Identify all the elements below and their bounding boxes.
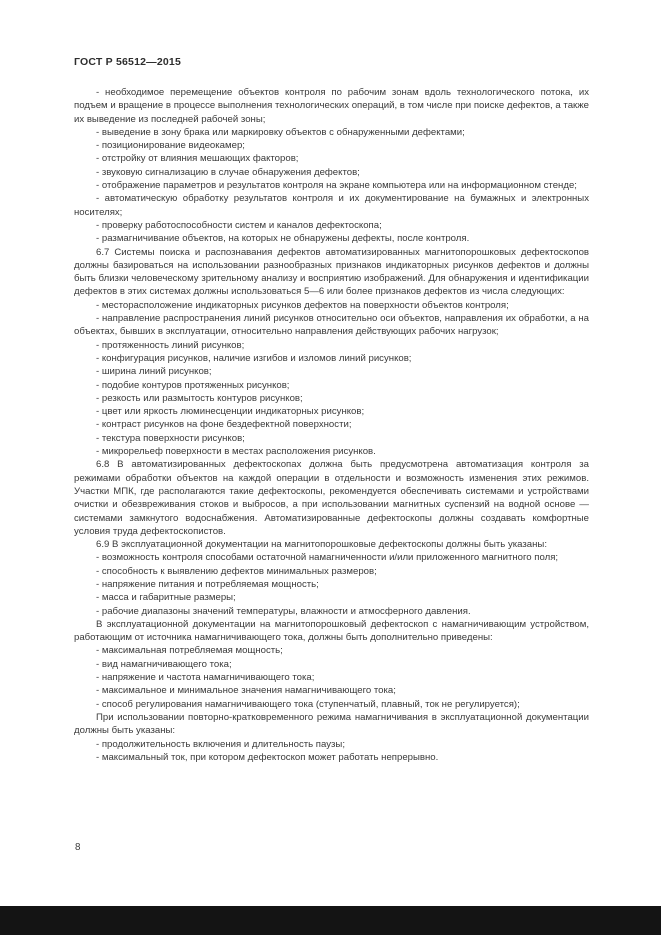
paragraph: - способ регулирования намагничивающего тока (ступенчатый, плавный, ток не регулируется); [96, 698, 520, 710]
paragraph: - необходимое перемещение объектов контроля по рабочим зонам вдоль технологического потока, их подъем и вращение в процессе выполнения технологических операций, в том числе при поиске дефектов, а также их выведение из последней рабочей зоны; [74, 87, 589, 125]
paragraph: - способность к выявлению дефектов минимальных размеров; [96, 565, 377, 577]
paragraph: - конфигурация рисунков, наличие изгибов и изломов линий рисунков; [96, 352, 412, 364]
paragraph: - звуковую сигнализацию в случае обнаружения дефектов; [96, 166, 360, 178]
paragraph: - выведение в зону брака или маркировку объектов с обнаруженными дефектами; [96, 126, 465, 138]
page-number: 8 [75, 842, 81, 853]
paragraph: - цвет или яркость люминесценции индикаторных рисунков; [96, 406, 365, 418]
paragraph: - рабочие диапазоны значений температуры, влажности и атмосферного давления. [96, 605, 471, 617]
document-body-text [74, 86, 589, 764]
paragraph: - резкость или размытость контуров рисунков; [96, 392, 303, 404]
paragraph: - напряжение питания и потребляемая мощность; [96, 578, 319, 590]
paragraph: - контраст рисунков на фоне бездефектной поверхности; [96, 419, 352, 431]
paragraph: - текстура поверхности рисунков; [96, 432, 245, 444]
paragraph: - продолжительность включения и длительность паузы; [96, 738, 345, 750]
paragraph: - вид намагничивающего тока; [96, 658, 232, 670]
paragraph: - отстройку от влияния мешающих факторов; [96, 153, 299, 165]
paragraph: - масса и габаритные размеры; [96, 592, 236, 604]
paragraph: - подобие контуров протяженных рисунков; [96, 379, 290, 391]
paragraph: - максимальное и минимальное значения намагничивающего тока; [96, 685, 396, 697]
paragraph: - месторасположение индикаторных рисунков дефектов на поверхности объектов контроля; [96, 299, 509, 311]
paragraph: - отображение параметров и результатов контроля на экране компьютера или на информационном стенде; [96, 180, 577, 192]
paragraph: 6.8 В автоматизированных дефектоскопах должна быть предусмотрена автоматизация контроля за режимами обработки объектов на каждой операции в отдельности и возможность изменения этих режимов. Участки МПК, где располагаются такие дефектоскопы, рекомендуется обеспечивать системами и устройствами очистки и обезвреживания стоков и выбросов, а при использовании магнитных суспензий на водной основе — системами замкнутого водоснабжения. Автоматизированные дефектоскопы должны создавать комфортные условия труда дефектоскопистов. [74, 459, 589, 537]
paragraph: - микрорельеф поверхности в местах расположения рисунков. [96, 446, 376, 458]
paragraph: В эксплуатационной документации на магнитопорошковый дефектоскоп с намагничивающим устройством, работающим от источника намагничивающего тока, должны быть дополнительно приведены: [74, 618, 589, 644]
paragraph: - максимальная потребляемая мощность; [96, 645, 283, 657]
paragraph: - максимальный ток, при котором дефектоскоп может работать непрерывно. [96, 751, 439, 763]
paragraph: - напряжение и частота намагничивающего тока; [96, 672, 315, 684]
paragraph: - проверку работоспособности систем и каналов дефектоскопа; [96, 219, 382, 231]
paragraph: - ширина линий рисунков; [96, 366, 212, 378]
paragraph: При использовании повторно-кратковременного режима намагничивания в эксплуатационной документации должны быть указаны: [74, 711, 589, 737]
paragraph: - направление распространения линий рисунков относительно оси объектов, направления их обработки, а на объектах, бывших в эксплуатации, относительно направления действующих рабочих нагрузок; [74, 313, 589, 338]
document-standard-header: ГОСТ Р 56512—2015 [74, 56, 182, 68]
paragraph: - возможность контроля способами остаточной намагниченности и/или приложенного магнитного поля; [96, 552, 559, 564]
scan-edge-bar [0, 906, 661, 935]
paragraph: 6.9 В эксплуатационной документации на магнитопорошковые дефектоскопы должны быть указаны: [96, 539, 547, 551]
paragraph: - автоматическую обработку результатов контроля и их документирование на бумажных и электронных носителях; [74, 193, 589, 218]
paragraph: - протяженность линий рисунков; [96, 339, 245, 351]
paragraph: - позиционирование видеокамер; [96, 140, 245, 152]
paragraph: - размагничивание объектов, на которых не обнаружены дефекты, после контроля. [96, 233, 470, 245]
paragraph: 6.7 Системы поиска и распознавания дефектов автоматизированных магнитопорошковых дефектоскопов должны базироваться на использовании разнообразных признаков индикаторных рисунков дефектов и должны быть близки человеческому зрительному анализу и восприятию изображений. Для обнаружения и идентификации дефектов в этих системах должны использоваться 5—6 или более признаков дефектов из числа следующих: [74, 246, 589, 298]
